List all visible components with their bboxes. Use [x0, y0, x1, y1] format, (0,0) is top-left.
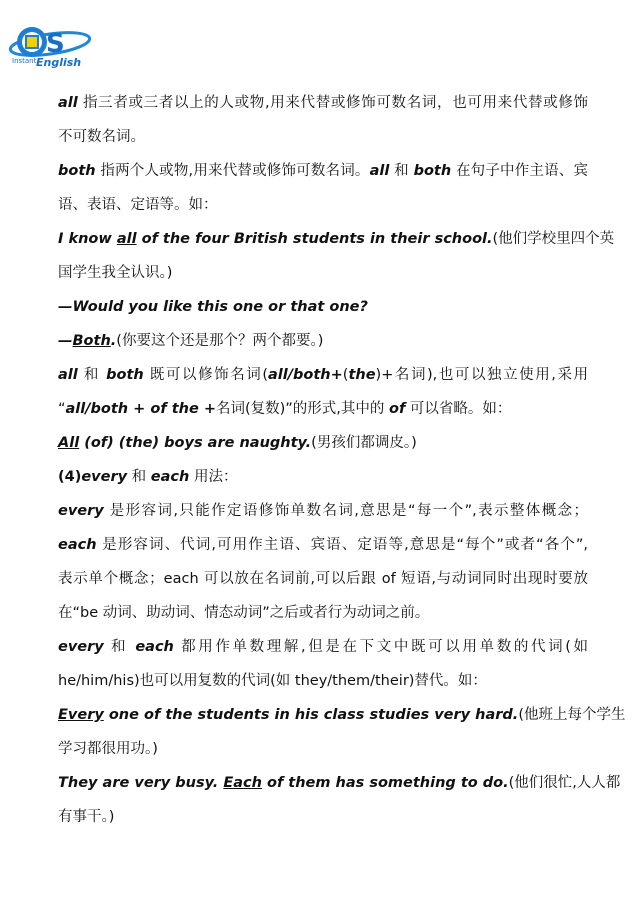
text-run: — — [58, 333, 73, 349]
text-run: all — [58, 95, 78, 111]
text-run: . — [110, 333, 117, 349]
text-run: Both — [72, 333, 111, 349]
text-run: 和 — [77, 367, 107, 383]
text-line — [58, 528, 588, 562]
text-run: (of) (the) boys are naughty. — [79, 435, 312, 451]
text-run: the — [348, 367, 376, 383]
text-run: he/him/his)也可以用复数的代词(如 they/them/their)替代。如： — [58, 673, 487, 689]
text-run: 名词(复数)”的形式,其中的 — [215, 401, 390, 417]
os-english-logo — [6, 22, 102, 78]
text-line — [58, 392, 588, 426]
text-line — [58, 358, 588, 392]
text-line — [58, 120, 588, 154]
text-run: every — [58, 639, 104, 655]
text-run: all/both + of the + — [65, 401, 216, 417]
text-run: Every — [58, 707, 104, 723]
text-line — [58, 664, 588, 698]
text-line — [58, 290, 588, 324]
text-line — [58, 154, 588, 188]
text-run: both — [106, 367, 144, 383]
text-run: 和 — [127, 469, 151, 485]
text-run: (他们很忙,人人都 — [508, 775, 621, 791]
text-run: 表示单个概念；each 可以放在名词前,可以后跟 of 短语,与动词同时出现时要放 — [58, 571, 588, 587]
text-line — [58, 86, 588, 120]
text-run: every — [58, 503, 104, 519]
text-run: ( — [342, 367, 349, 383]
text-run: 指三者或三者以上的人或物,用来代替或修饰可数名词，也可用来代替或修饰 — [77, 95, 588, 111]
text-run: 国学生我全认识。) — [58, 265, 173, 281]
text-line — [58, 324, 588, 358]
text-run: all — [369, 163, 390, 179]
text-line — [58, 698, 626, 732]
text-run: 不可数名词。 — [58, 129, 145, 145]
svg-text:Instant: Instant — [12, 57, 37, 65]
text-run: I know — [58, 231, 117, 247]
text-run: each — [135, 639, 174, 655]
text-run: both — [58, 163, 96, 179]
text-run: 指两个人或物,用来代替或修饰可数名词。 — [95, 163, 370, 179]
text-run: )+名词),也可以独立使用,采用 — [375, 367, 588, 383]
text-run: 是形容词、代词,可用作主语、宾语、定语等,意思是“每个”或者“各个”, — [96, 537, 588, 553]
svg-text:S: S — [46, 29, 65, 59]
text-line — [58, 494, 588, 528]
text-run: of them has something to do. — [261, 775, 509, 791]
text-run: all/both+ — [268, 367, 343, 383]
text-run: 既可以修饰名词( — [143, 367, 268, 383]
svg-text:English: English — [36, 56, 82, 69]
text-line — [58, 800, 588, 834]
text-run: 在句子中作主语、宾 — [451, 163, 588, 179]
text-run: each — [58, 537, 97, 553]
text-line — [58, 460, 588, 494]
text-run: all — [116, 231, 137, 247]
text-line — [58, 732, 588, 766]
text-run: of the four British students in their school. — [136, 231, 493, 247]
text-run: 有事干。) — [58, 809, 115, 825]
text-run: each — [150, 469, 190, 485]
document-body — [58, 86, 626, 834]
text-run: every — [81, 469, 128, 485]
text-run: one of the students in his class studies very hard. — [103, 707, 519, 723]
text-run: of — [389, 401, 406, 417]
text-run: both — [413, 163, 452, 179]
text-line — [58, 596, 588, 630]
text-run: 和 — [389, 163, 414, 179]
text-run: Each — [223, 775, 262, 791]
text-line — [58, 562, 588, 596]
text-run: 学习都很用功。) — [58, 741, 158, 757]
text-line — [58, 426, 588, 460]
text-run: 和 — [103, 639, 136, 655]
text-run: (你要这个还是那个？两个都要。) — [116, 333, 324, 349]
text-line — [58, 222, 615, 256]
text-run: 用法： — [189, 469, 238, 485]
text-run: “ — [58, 401, 66, 417]
text-run: (他班上每个学生 — [518, 707, 626, 723]
text-line — [58, 766, 621, 800]
text-run: 在“be 动词、助动词、情态动词”之后或者行为动词之前。 — [58, 605, 430, 621]
text-run: They are very busy. — [58, 775, 224, 791]
text-run: 都用作单数理解,但是在下文中既可以用单数的代词(如 — [173, 639, 589, 655]
text-run: All — [58, 435, 80, 451]
text-run: 可以省略。如： — [405, 401, 512, 417]
text-run: (他们学校里四个英 — [492, 231, 615, 247]
text-run: 语、表语、定语等。如： — [58, 197, 218, 213]
text-line — [58, 630, 588, 664]
text-run: 是形容词,只能作定语修饰单数名词,意思是“每一个”,表示整体概念； — [103, 503, 588, 519]
text-run: —Would you like this one or that one? — [58, 299, 368, 315]
text-line — [58, 256, 588, 290]
text-run: (4) — [58, 469, 82, 485]
text-run: all — [58, 367, 78, 383]
text-run: (男孩们都调皮。) — [311, 435, 417, 451]
text-line — [58, 188, 588, 222]
